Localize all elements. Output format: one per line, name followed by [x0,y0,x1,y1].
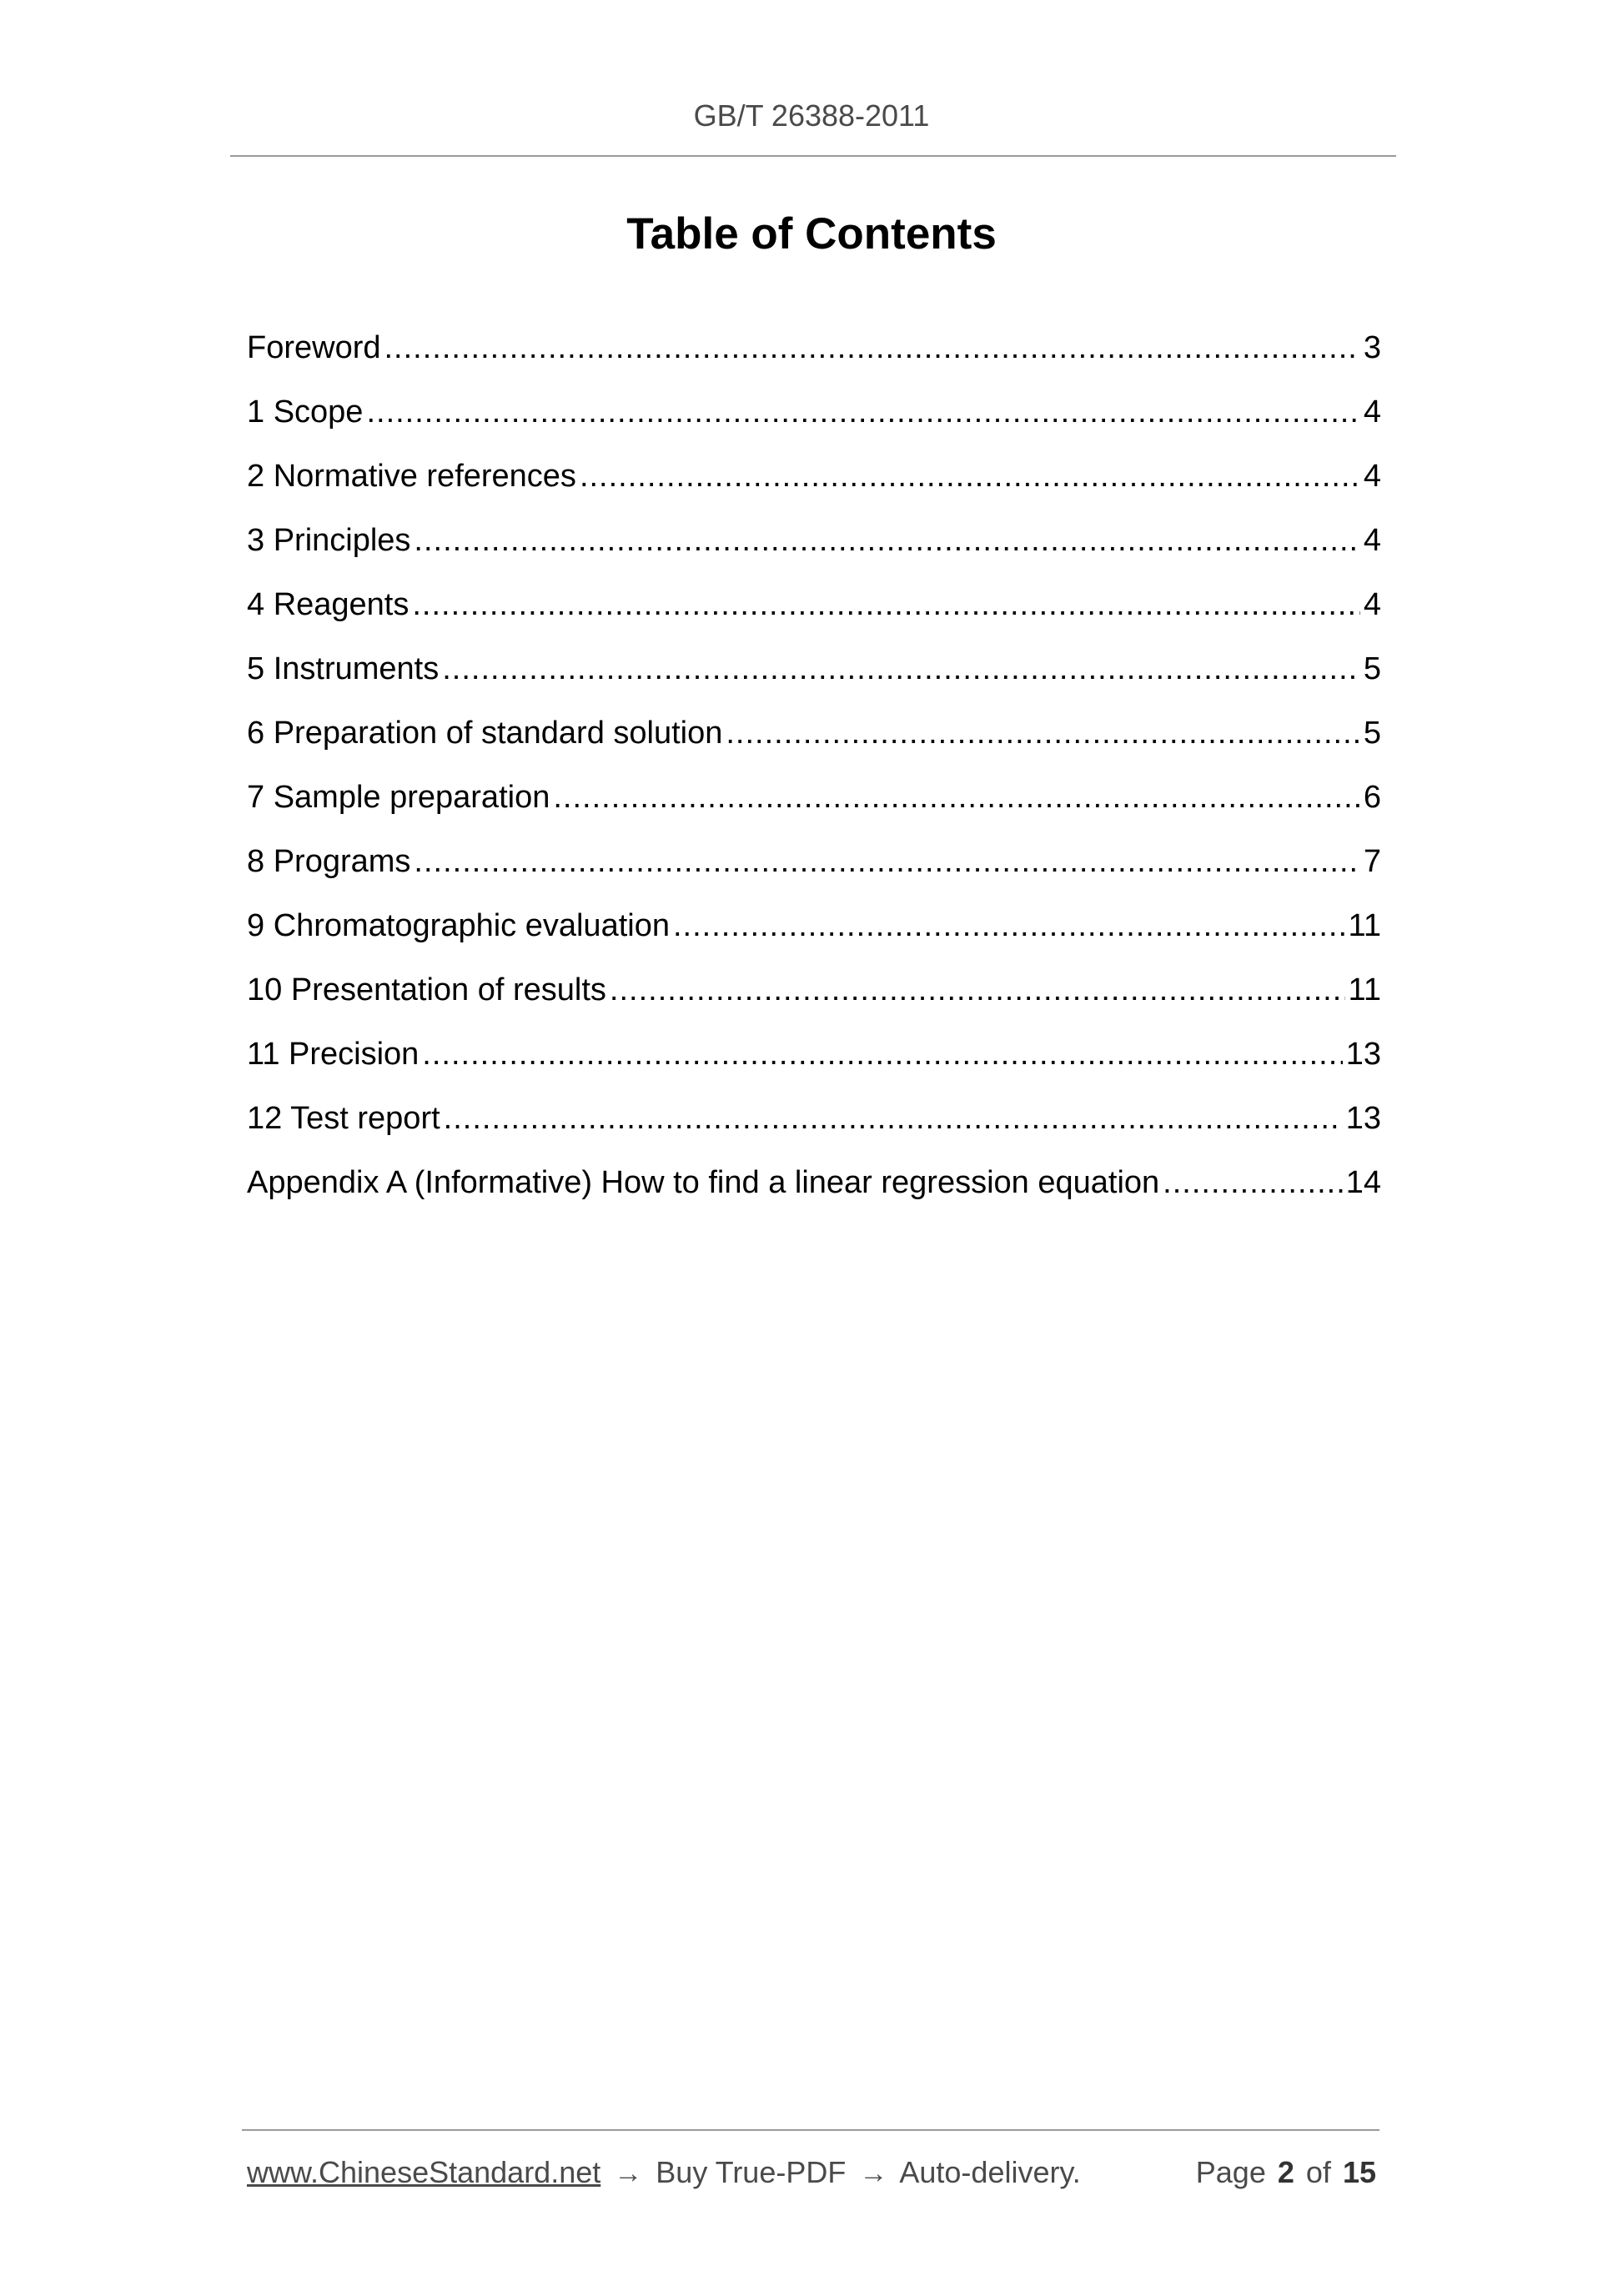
toc-entry-label: 5 Instruments [247,651,440,686]
toc-entry-foreword[interactable] [247,330,1381,394]
header-divider [230,155,1396,157]
toc-entry-page: 6 [1363,780,1381,815]
toc-entry-label: 8 Programs [247,844,411,879]
toc-leader-dots [414,844,1359,880]
toc-entry-precision[interactable] [247,1037,1381,1101]
auto-delivery-text: Auto-delivery. [899,2155,1081,2189]
page-title: Table of Contents [626,209,997,259]
page-number [1193,2155,1376,2190]
toc-entry-page: 11 [1348,972,1381,1007]
toc-entry-page: 5 [1363,716,1381,751]
current-page: 2 [1277,2155,1294,2189]
toc-entry-label: 11 Precision [247,1037,420,1072]
toc-entry-principles[interactable] [247,523,1381,587]
toc-entry-normative-references[interactable] [247,459,1381,523]
toc-leader-dots [384,330,1360,366]
toc-entry-label: 10 Presentation of results [247,972,606,1007]
page-footer [247,2155,1376,2190]
toc-leader-dots [422,1037,1342,1073]
toc-entry-label: 1 Scope [247,394,364,430]
toc-leader-dots [673,908,1345,944]
toc-leader-dots [553,780,1360,816]
toc-leader-dots [412,587,1359,623]
toc-leader-dots [610,972,1345,1008]
toc-entry-page: 3 [1363,330,1381,365]
toc-leader-dots [580,459,1360,495]
buy-true-pdf-text: Buy True-PDF [656,2155,847,2189]
toc-entry-page: 4 [1363,459,1381,494]
toc-entry-page: 13 [1345,1101,1381,1136]
arrow-right-icon: → [859,2158,888,2189]
footer-divider [242,2129,1379,2131]
toc-entry-page: 4 [1363,587,1381,622]
toc-leader-dots [366,394,1359,430]
toc-entry-page: 7 [1363,844,1381,879]
toc-entry-page: 4 [1363,394,1381,430]
toc-entry-reagents[interactable] [247,587,1381,651]
toc-entry-label: 3 Principles [247,523,411,558]
toc-entry-label: 7 Sample preparation [247,780,550,815]
toc-entry-scope[interactable] [247,394,1381,459]
toc-entry-page: 11 [1348,908,1381,943]
toc-entry-label: 12 Test report [247,1101,440,1136]
toc-entry-test-report[interactable] [247,1101,1381,1165]
toc-entry-programs[interactable] [247,844,1381,908]
toc-leader-dots [726,716,1359,751]
toc-entry-label: 4 Reagents [247,587,410,622]
toc-entry-instruments[interactable] [247,651,1381,716]
toc-entry-standard-solution[interactable] [247,716,1381,780]
toc-leader-dots [1163,1165,1343,1201]
toc-entry-page: 14 [1345,1165,1381,1200]
toc-entry-page: 13 [1345,1037,1381,1072]
toc-leader-dots [444,1101,1343,1137]
toc-entry-label: 9 Chromatographic evaluation [247,908,670,943]
website-link[interactable]: www.ChineseStandard.net [247,2155,601,2189]
toc-entry-label: 2 Normative references [247,459,576,494]
toc-entry-sample-preparation[interactable] [247,780,1381,844]
toc-leader-dots [442,651,1360,687]
total-pages: 15 [1342,2155,1376,2189]
page-word: Page [1195,2155,1266,2189]
toc-entry-label: Appendix A (Informative) How to find a linear regression equation [247,1165,1160,1200]
toc-entry-label: 6 Preparation of standard solution [247,716,723,751]
toc-entry-appendix-a[interactable] [247,1165,1381,1229]
toc-list [247,330,1381,1229]
document-header: GB/T 26388-2011 [693,98,930,133]
arrow-right-icon: → [614,2158,643,2189]
footer-links [247,2155,1081,2190]
toc-entry-page: 4 [1363,523,1381,558]
toc-leader-dots [414,523,1359,559]
toc-entry-presentation-of-results[interactable] [247,972,1381,1037]
toc-entry-chromatographic-evaluation[interactable] [247,908,1381,972]
toc-entry-label: Foreword [247,330,381,365]
toc-entry-page: 5 [1363,651,1381,686]
of-word: of [1305,2155,1331,2189]
